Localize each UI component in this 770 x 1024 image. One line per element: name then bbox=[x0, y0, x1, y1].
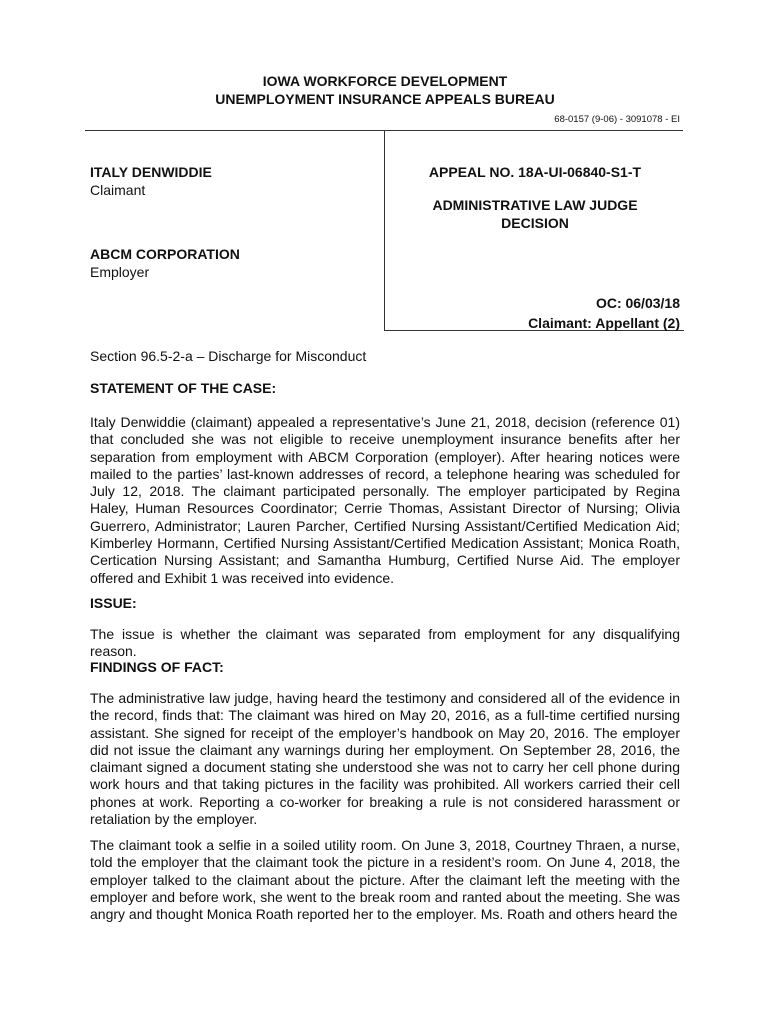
agency-title: IOWA WORKFORCE DEVELOPMENT bbox=[262, 73, 508, 89]
issue-text: The issue is whether the claimant was separated from employment for any disqualifying reason. bbox=[90, 626, 680, 660]
employer-name: ABCM CORPORATION bbox=[90, 246, 240, 262]
findings-heading: FINDINGS OF FACT: bbox=[90, 659, 224, 675]
caption-vertical-divider bbox=[384, 130, 385, 330]
employer-label: Employer bbox=[90, 264, 150, 280]
employer-block bbox=[90, 245, 240, 281]
oc-date: OC: 06/03/18 bbox=[595, 295, 680, 311]
bureau-title: UNEMPLOYMENT INSURANCE APPEALS BUREAU bbox=[215, 91, 555, 107]
decision-title-line2: DECISION bbox=[501, 215, 569, 231]
claimant-name: ITALY DENWIDDIE bbox=[90, 164, 212, 180]
findings-paragraph-1: The administrative law judge, having heard the testimony and considered all of the evidence in the record, finds that: The claimant was hired on May 20, 2016, as a full-time certified nursing assistant. She signed for receipt of the employer’s handbook on May 20, 2016. The employer did not issue the claimant any warnings during her employment. On September 28, 2016, the claimant signed a document stating she understood she was not to carry her cell phone during work hours and that taking pictures in the facility was prohibited. All workers carried their cell phones at work. Reporting a co-worker for breaking a rule is not considered harassment or retaliation by the employer. bbox=[90, 690, 680, 828]
statement-text: Italy Denwiddie (claimant) appealed a representative’s June 21, 2018, decision (reference 01) that concluded she was not eligible to receive unemployment insurance benefits after her separation from employment with ABCM Corporation (employer). After hearing notices were mailed to the parties’ last-known addresses of record, a telephone hearing was scheduled for July 12, 2018. The claimant participated personally. The employer participated by Regina Haley, Human Resources Coordinator; Cerrie Thomas, Assistant Director of Nursing; Olivia Guerrero, Administrator; Lauren Parcher, Certified Nursing Assistant/Certified Medication Aid; Kimberley Hormann, Certified Nursing Assistant/Certified Medication Assistant; Monica Roath, Certication Nursing Assistant; and Samantha Humburg, Certified Nurse Aid. The employer offered and Exhibit 1 was received into evidence. bbox=[90, 414, 680, 586]
appeal-number: APPEAL NO. 18A-UI-06840-S1-T bbox=[428, 164, 642, 180]
claimant-label: Claimant bbox=[90, 182, 146, 198]
issue-heading: ISSUE: bbox=[90, 595, 137, 611]
decision-title bbox=[400, 196, 670, 232]
statement-heading: STATEMENT OF THE CASE: bbox=[90, 380, 277, 396]
claimant-status: Claimant: Appellant (2) bbox=[528, 315, 680, 331]
section-reference: Section 96.5-2-a – Discharge for Misconduct bbox=[90, 348, 367, 364]
decision-title-line1: ADMINISTRATIVE LAW JUDGE bbox=[432, 197, 638, 213]
claimant-block bbox=[90, 163, 212, 199]
findings-paragraph-2: The claimant took a selfie in a soiled utility room. On June 3, 2018, Courtney Thraen, a nurse, told the employer that the claimant took the picture in a resident’s room. On June 4, 2018, the employer talked to the claimant about the picture. After the claimant left the meeting with the employer and before work, she went to the break room and ranted about the meeting. She was angry and thought Monica Roath reported her to the employer. Ms. Roath and others heard the bbox=[90, 837, 680, 923]
oc-date-block bbox=[528, 293, 680, 333]
form-number: 68-0157 (9-06) - 3091078 - EI bbox=[554, 114, 680, 125]
